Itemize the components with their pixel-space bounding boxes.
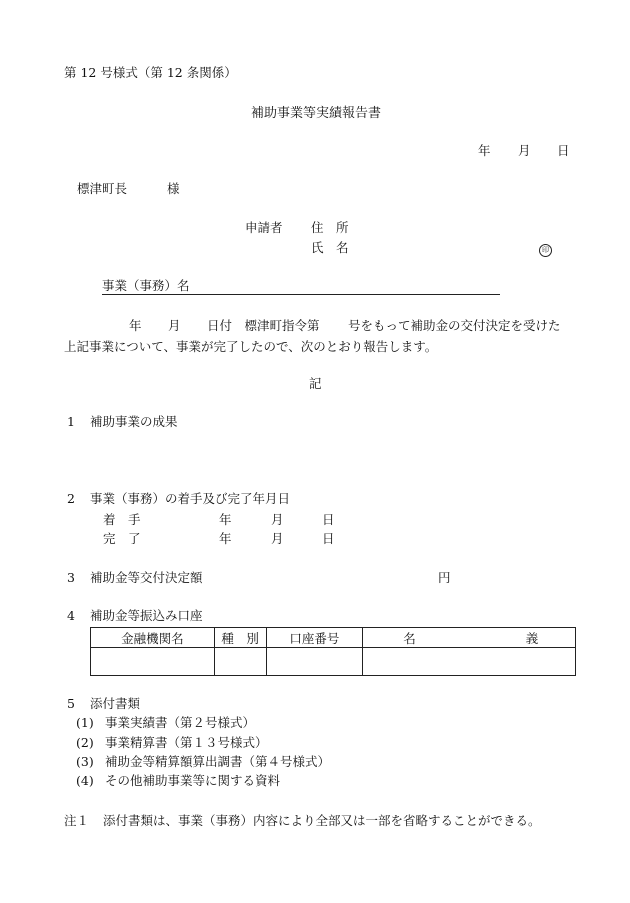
section-5-label: 添付書類: [90, 696, 141, 711]
body-year: 年: [129, 318, 142, 333]
section-4-label: 補助金等振込み口座: [90, 608, 203, 623]
cell-bank[interactable]: [91, 648, 215, 676]
ki-heading: 記: [309, 376, 322, 391]
form-identifier: 第 12 号様式（第 12 条関係）: [64, 65, 237, 80]
date-month: 月: [518, 143, 531, 158]
header-type: 種 別: [214, 628, 266, 648]
start-day: 日: [322, 512, 335, 527]
header-holder-b: 義: [525, 630, 539, 646]
section-2-num: 2: [67, 491, 75, 506]
header-account: 口座番号: [266, 628, 363, 648]
section-2-label: 事業（事務）の着手及び完了年月日: [90, 491, 291, 506]
project-name-underline: [102, 294, 500, 295]
attachment-1-num: (1): [76, 715, 94, 730]
body-day-ref: 日付 標津町指令第: [207, 318, 320, 333]
note-label: 注１: [64, 813, 90, 828]
attachment-4-num: (4): [76, 773, 94, 788]
bank-account-table: [90, 627, 576, 676]
applicant-name-label: 氏 名: [311, 240, 349, 255]
attachment-3-text: 補助金等精算額算出調書（第４号様式）: [105, 754, 331, 769]
section-3-num: 3: [67, 570, 75, 585]
end-day: 日: [322, 531, 335, 546]
project-name-label: 事業（事務）名: [102, 278, 190, 293]
section-3-unit: 円: [438, 570, 451, 585]
table-header-row: [91, 628, 576, 648]
attachment-3-num: (3): [76, 754, 94, 769]
attachment-4-text: その他補助事業等に関する資料: [105, 773, 281, 788]
section-1-label: 補助事業の成果: [90, 414, 178, 429]
section-1-num: 1: [67, 414, 75, 429]
addressee-name: 標津町長: [77, 181, 128, 196]
section-5-num: 5: [67, 696, 75, 711]
cell-type[interactable]: [214, 648, 266, 676]
seal-mark: [539, 242, 552, 257]
end-year: 年: [219, 531, 232, 546]
attachment-2-num: (2): [76, 735, 94, 750]
header-holder: [363, 628, 576, 648]
applicant-label: 申請者: [245, 220, 283, 235]
date-year: 年: [478, 143, 491, 158]
cell-account[interactable]: [266, 648, 363, 676]
applicant-address-label: 住 所: [311, 220, 349, 235]
header-holder-a: 名: [403, 630, 416, 646]
seal-icon: 印: [539, 244, 552, 257]
body-month: 月: [168, 318, 181, 333]
page-title: 補助事業等実績報告書: [251, 106, 382, 121]
body-line2: 上記事業について、事業が完了したので、次のとおり報告します。: [64, 339, 438, 354]
section-3-label: 補助金等交付決定額: [90, 570, 203, 585]
header-bank: 金融機関名: [91, 628, 215, 648]
attachment-2-text: 事業精算書（第１３号様式）: [105, 735, 268, 750]
addressee-honorific: 様: [167, 181, 180, 196]
body-rest: 号をもって補助金の交付決定を受けた: [348, 318, 561, 333]
section-4-num: 4: [67, 608, 75, 623]
cell-holder[interactable]: [363, 648, 576, 676]
date-day: 日: [557, 143, 570, 158]
attachment-1-text: 事業実績書（第２号様式）: [105, 715, 256, 730]
start-label: 着 手: [103, 512, 141, 527]
note-text: 添付書類は、事業（事務）内容により全部又は一部を省略することができる。: [103, 813, 541, 828]
start-year: 年: [219, 512, 232, 527]
end-label: 完 了: [103, 531, 141, 546]
end-month: 月: [271, 531, 284, 546]
table-row: [91, 648, 576, 676]
start-month: 月: [271, 512, 284, 527]
